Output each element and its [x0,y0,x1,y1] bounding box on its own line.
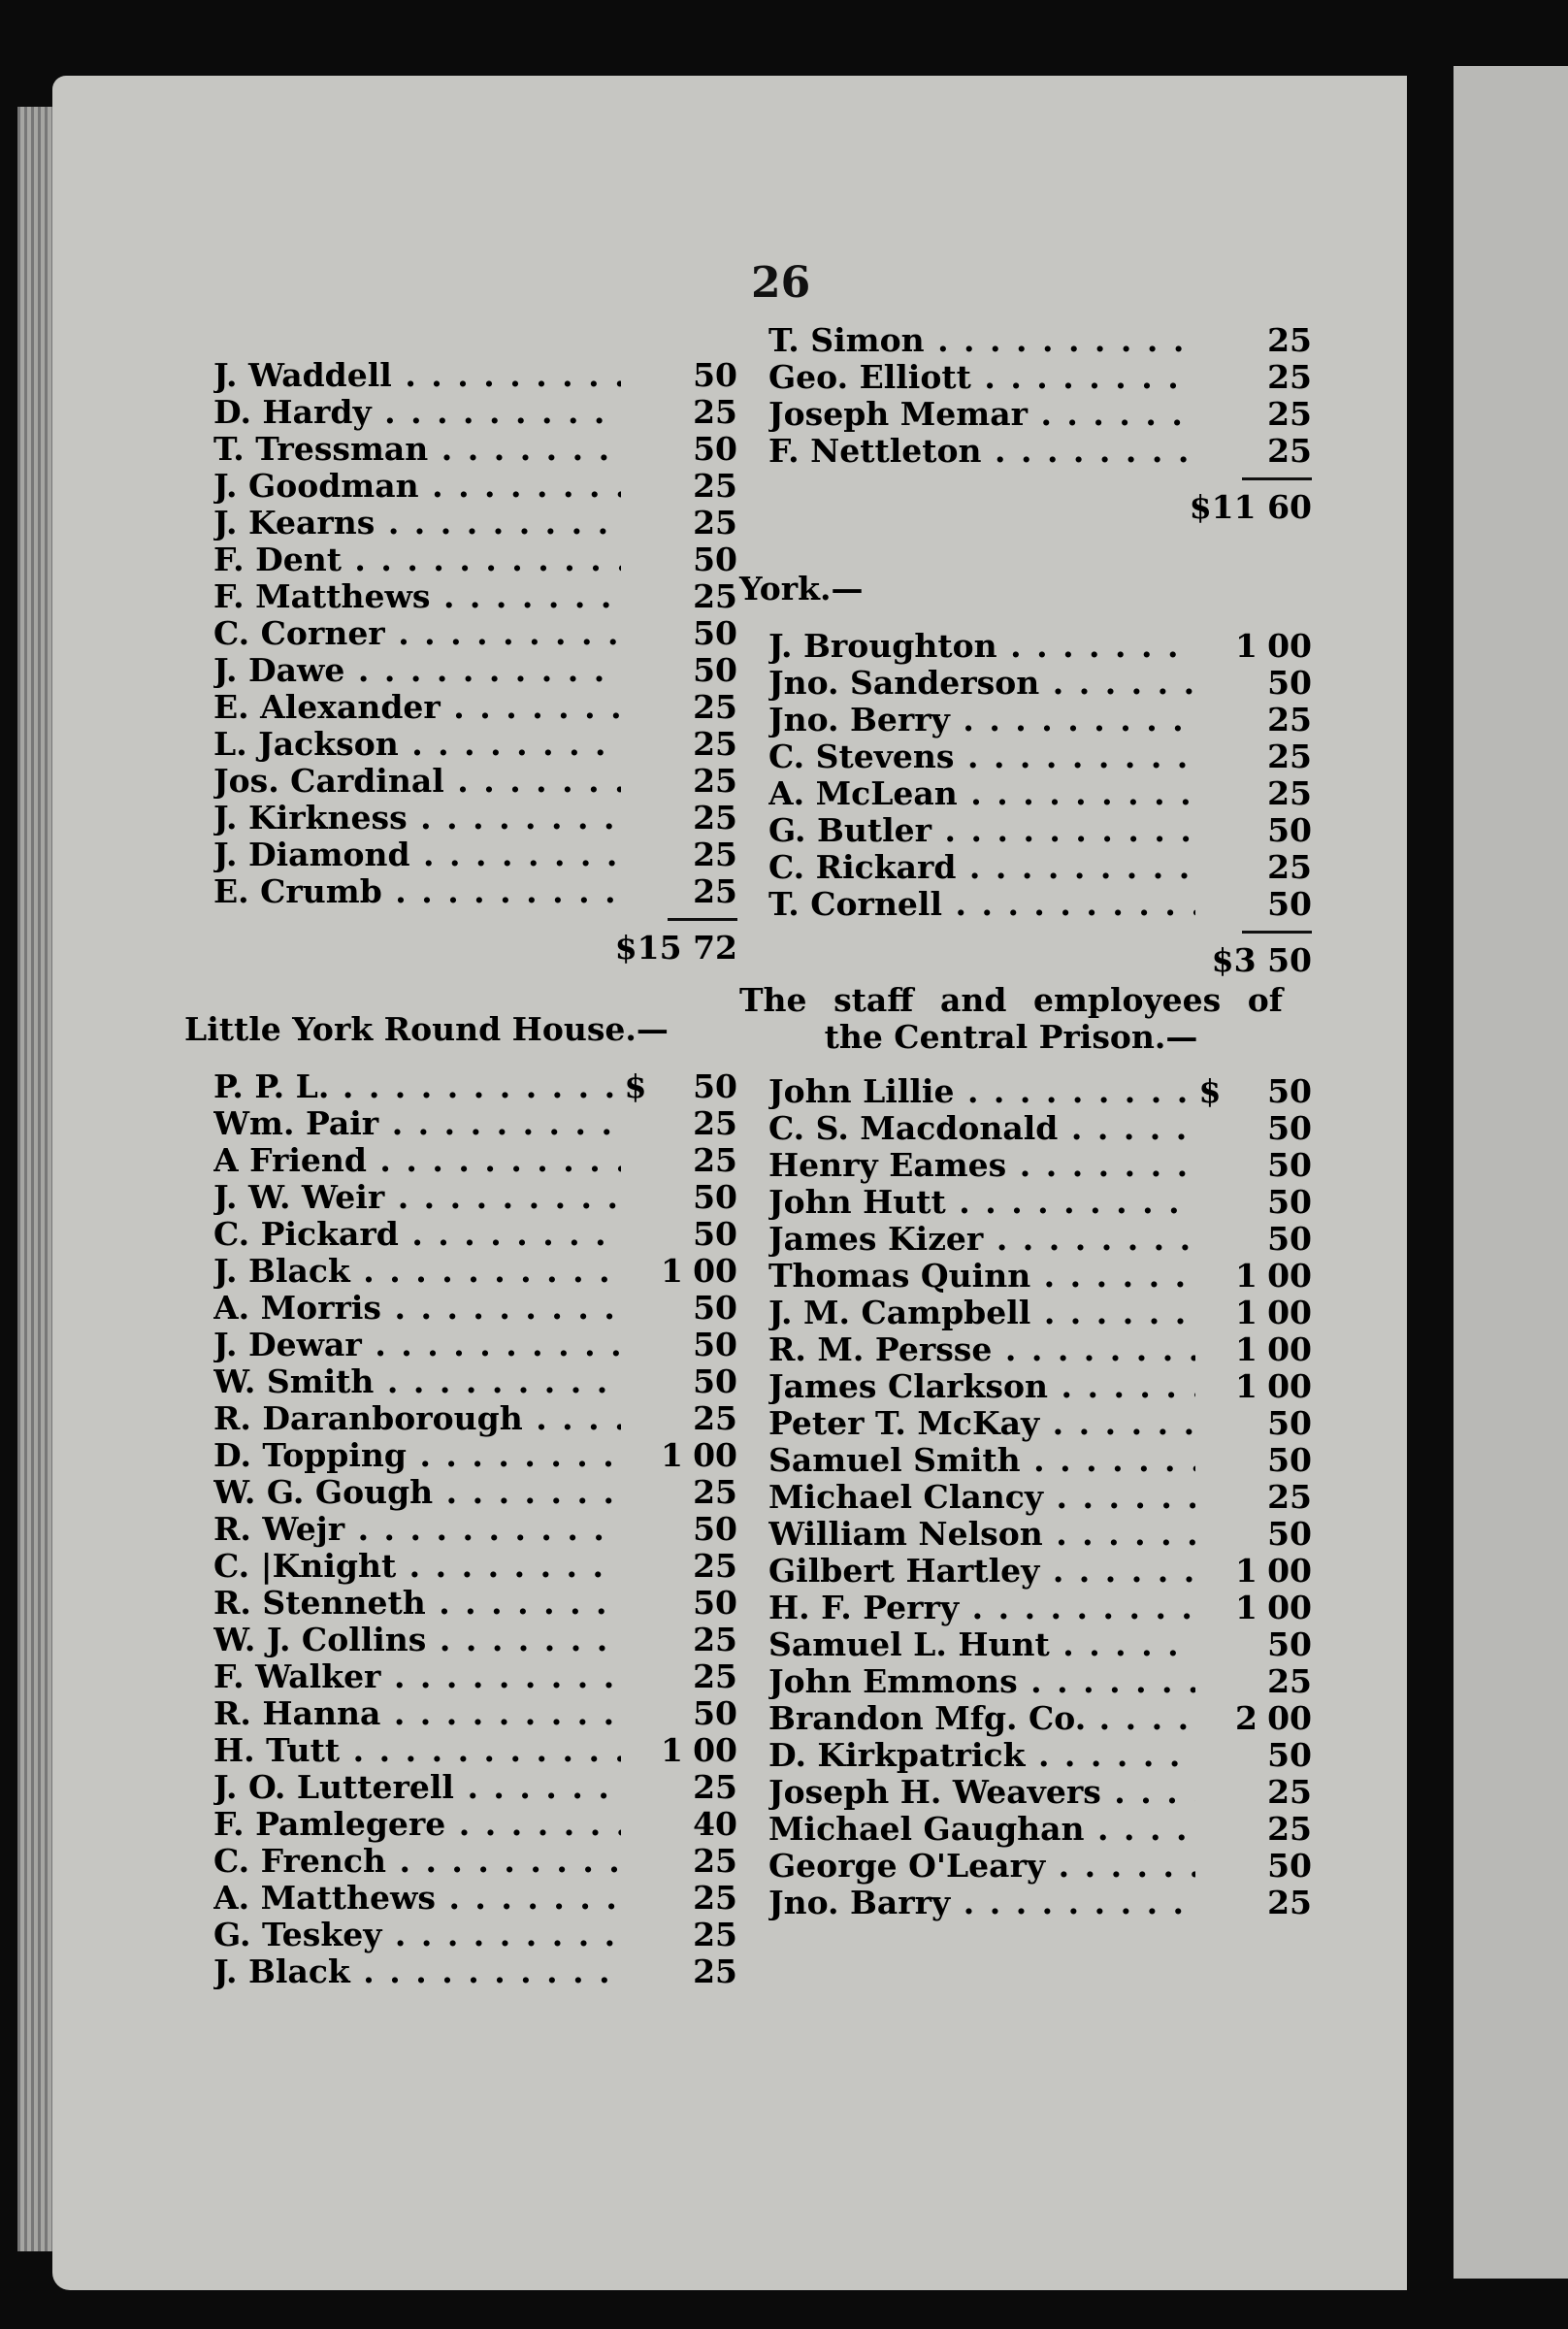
amount-cents: 25 [693,577,737,615]
subscriber-name: P. P. L. . . . [213,1068,621,1105]
section-heading-little-york: Little York Round House.— [184,1010,669,1048]
subscriber-row [213,1437,737,1474]
subscriber-name: J. Dawe . . . [213,652,621,689]
amount-cents: 50 [693,430,737,468]
subscriber-row [768,1405,1312,1442]
amount-cents: 50 [693,1067,737,1105]
subscriber-name: H. Tutt . . . [213,1732,621,1769]
subscriber-row [768,1663,1312,1700]
subscriber-name: C. Corner . . . [213,615,621,652]
amount-cents: 50 [1267,1625,1312,1663]
subscriber-name: John Lillie . . . [768,1073,1195,1110]
subscriber-row [213,1732,737,1769]
amount-cents: 50 [693,356,737,394]
amount-cents: 25 [693,1657,737,1695]
subscriber-row [768,775,1312,812]
subscriber-row [768,1479,1312,1516]
subscriber-name: J. O. Lutterell . . . [213,1769,621,1806]
amount-cents: 25 [1267,848,1312,886]
amount-dollars: 1 [1235,1294,1258,1331]
amount-cents: 00 [1267,1257,1312,1295]
subscriber-name: James Clarkson . . . [768,1368,1195,1405]
amount-cents: 25 [693,762,737,800]
subscriber-row [213,1548,737,1585]
left-first-total: $15 72 [614,929,737,967]
amount-cents: 50 [693,1215,737,1253]
subscriber-row [213,431,737,468]
amount-cents: 50 [693,1510,737,1548]
right-column [739,321,1312,1921]
subscriber-name: Jos. Cardinal . . . [213,763,621,800]
amount-cents: 25 [693,1399,737,1437]
total-rule [1242,477,1312,480]
subscriber-name: W. Smith . . . [213,1363,621,1400]
amount-cents: 25 [693,1621,737,1658]
page-number: 26 [751,258,811,308]
subscriber-row [213,1179,737,1216]
amount-dollars: 1 [661,1731,683,1769]
subscriber-row [213,800,737,836]
subscriber-row [213,578,737,615]
amount-cents: 25 [1267,1884,1312,1921]
subscriber-name: R. Stenneth . . . [213,1585,621,1622]
amount-cents: 25 [693,467,737,505]
amount-cents: 25 [693,1952,737,1990]
amount-cents: 50 [693,1362,737,1400]
subscriber-row [768,1700,1312,1737]
subscriber-name: C. S. Macdonald . . . [768,1110,1195,1147]
subscriber-row [213,689,737,726]
subscriber-row [213,652,737,689]
subscriber-row [768,1295,1312,1331]
subscriber-name: Geo. Elliott . . . [768,359,1195,396]
amount-cents: 25 [693,393,737,431]
total-rule [1242,931,1312,934]
subscriber-row [768,1774,1312,1811]
amount-cents: 25 [1267,1478,1312,1516]
subscriber-name: G. Teskey . . . [213,1917,621,1953]
amount-cents: 50 [1267,811,1312,849]
subscriber-row [768,628,1312,665]
subscriber-row [768,433,1312,470]
subscriber-row [213,1695,737,1732]
subscriber-name: John Emmons . . . [768,1663,1195,1700]
amount-cents: 25 [693,1104,737,1142]
subscriber-row [213,1880,737,1917]
subscriber-row [213,1290,737,1327]
subscriber-row [768,396,1312,433]
subscriber-row [213,1363,737,1400]
amount-cents: 50 [693,1178,737,1216]
subscriber-name: R. Wejr . . . [213,1511,621,1548]
subscriber-name: J. M. Campbell . . . [768,1295,1195,1331]
subscriber-name: Samuel L. Hunt . . . [768,1626,1195,1663]
subscriber-row [768,702,1312,738]
subscriber-row [213,1953,737,1990]
amount-dollars: 1 [1235,1589,1258,1626]
amount-cents: 25 [1267,395,1312,433]
subscriber-name: Michael Clancy . . . [768,1479,1195,1516]
subscriber-row [213,1068,737,1105]
amount-cents: 50 [1267,1183,1312,1221]
amount-cents: 00 [693,1731,737,1769]
subscriber-name: F. Walker . . . [213,1658,621,1695]
subscriber-row [768,886,1312,923]
amount-cents: 50 [693,1289,737,1327]
subscriber-row [213,394,737,431]
amount-cents: 00 [1267,627,1312,665]
subscriber-name: Gilbert Hartley . . . [768,1553,1195,1590]
subscriber-name: W. J. Collins . . . [213,1622,621,1658]
subscriber-name: T. Tressman . . . [213,431,621,468]
subscriber-name: R. M. Persse . . . [768,1331,1195,1368]
amount-cents: 25 [693,872,737,910]
subscriber-row [213,1622,737,1658]
subscriber-name: R. Daranborough . . . [213,1400,621,1437]
amount-cents: 25 [1267,1662,1312,1700]
subscriber-row [213,763,737,800]
amount-cents: 25 [693,1473,737,1511]
amount-dollars: 1 [1235,1552,1258,1590]
subscriber-row [213,357,737,394]
subscriber-name: D. Topping . . . [213,1437,621,1474]
subscriber-name: J. Waddell . . . [213,357,621,394]
subscriber-row [768,1885,1312,1921]
subscriber-name: T. Simon . . . [768,322,1195,359]
amount-cents: 50 [693,651,737,689]
amount-cents: 50 [1267,1736,1312,1774]
subscriber-row [768,1848,1312,1885]
subscriber-row [213,1585,737,1622]
amount-cents: 50 [1267,1072,1312,1110]
subscriber-name: A Friend . . . [213,1142,621,1179]
subscriber-name: E. Crumb . . . [213,873,621,910]
left-column [184,356,737,1990]
amount-cents: 00 [1267,1367,1312,1405]
amount-cents: 50 [693,1584,737,1622]
amount-cents: 25 [693,1842,737,1880]
subscriber-name: Jno. Barry . . . [768,1885,1195,1921]
subscriber-row [213,1843,737,1880]
amount-cents: 25 [1267,1773,1312,1811]
subscriber-name: C. Stevens . . . [768,738,1195,775]
amount-cents: 50 [1267,664,1312,702]
york-list [768,628,1312,923]
amount-cents: 25 [693,1141,737,1179]
subscriber-name: J. Goodman . . . [213,468,621,505]
subscriber-name: C. |Knight . . . [213,1548,621,1585]
adjacent-page-strip [1454,66,1568,2279]
subscriber-row [768,1073,1312,1110]
amount-cents: 25 [693,1916,737,1953]
subscriber-row [213,615,737,652]
subscriber-row [768,738,1312,775]
subscriber-name: Michael Gaughan . . . [768,1811,1195,1848]
subscriber-row [213,1474,737,1511]
subscriber-name: Wm. Pair . . . [213,1105,621,1142]
amount-cents: 25 [1267,321,1312,359]
amount-cents: 50 [1267,1515,1312,1553]
subscriber-name: Henry Eames . . . [768,1147,1195,1184]
amount-cents: 25 [1267,701,1312,738]
subscriber-name: C. Rickard . . . [768,849,1195,886]
amount-cents: 50 [1267,1441,1312,1479]
right-first-list [768,322,1312,470]
subscriber-name: H. F. Perry . . . [768,1590,1195,1626]
amount-cents: 00 [1267,1552,1312,1590]
currency-sign: $ [1198,1072,1222,1110]
subscriber-name: J. Kirkness . . . [213,800,621,836]
amount-cents: 50 [1267,1146,1312,1184]
subscriber-name: A. Matthews . . . [213,1880,621,1917]
amount-dollars: 1 [1235,1330,1258,1368]
subscriber-row [213,1511,737,1548]
subscriber-name: Joseph H. Weavers . . . [768,1774,1195,1811]
amount-cents: 25 [693,504,737,541]
subscriber-name: A. Morris . . . [213,1290,621,1327]
amount-cents: 00 [1267,1589,1312,1626]
subscriber-name: R. Hanna . . . [213,1695,621,1732]
subscriber-name: F. Matthews . . . [213,578,621,615]
section-heading-central-prison: The staff and employees of the Central Prison.— [739,981,1283,1056]
subscriber-row [213,1142,737,1179]
amount-cents: 50 [1267,1109,1312,1147]
subscriber-name: G. Butler . . . [768,812,1195,849]
subscriber-row [768,1626,1312,1663]
amount-cents: 50 [693,1694,737,1732]
subscriber-name: J. Dewar . . . [213,1327,621,1363]
amount-dollars: 1 [1235,627,1258,665]
right-first-total: $11 60 [1189,488,1312,526]
amount-cents: 50 [693,541,737,578]
amount-cents: 25 [693,725,737,763]
amount-cents: 50 [1267,885,1312,923]
amount-cents: 25 [1267,1810,1312,1848]
amount-cents: 25 [693,799,737,836]
amount-dollars: 1 [661,1252,683,1290]
subscriber-name: J. Black . . . [213,1253,621,1290]
subscriber-name: E. Alexander . . . [213,689,621,726]
subscriber-name: Samuel Smith . . . [768,1442,1195,1479]
amount-cents: 25 [693,1547,737,1585]
subscriber-row [768,1110,1312,1147]
subscriber-row [768,1442,1312,1479]
total-rule [668,918,737,921]
subscriber-row [213,541,737,578]
subscriber-name: W. G. Gough . . . [213,1474,621,1511]
subscriber-row [768,1147,1312,1184]
subscriber-name: C. French . . . [213,1843,621,1880]
subscriber-row [213,1253,737,1290]
subscriber-row [768,1737,1312,1774]
subscriber-row [768,1331,1312,1368]
subscriber-row [768,849,1312,886]
section-heading-york: York.— [739,570,864,607]
amount-cents: 00 [1267,1330,1312,1368]
amount-dollars: 1 [1235,1367,1258,1405]
amount-cents: 25 [693,1879,737,1917]
subscriber-name: L. Jackson . . . [213,726,621,763]
amount-cents: 25 [1267,738,1312,775]
subscriber-row [768,1590,1312,1626]
left-first-list [213,357,737,910]
subscriber-row [768,322,1312,359]
subscriber-row [213,1105,737,1142]
subscriber-name: A. McLean . . . [768,775,1195,812]
subscriber-row [768,1368,1312,1405]
subscriber-row [213,726,737,763]
subscriber-row [213,1917,737,1953]
subscriber-row [213,1216,737,1253]
subscriber-row [213,468,737,505]
subscriber-row [768,1258,1312,1295]
subscriber-row [768,359,1312,396]
amount-cents: 50 [693,1326,737,1363]
subscriber-name: Jno. Berry . . . [768,702,1195,738]
central-prison-list [768,1073,1312,1921]
subscriber-row [213,1806,737,1843]
amount-cents: 25 [1267,358,1312,396]
subscriber-name: J. W. Weir . . . [213,1179,621,1216]
amount-dollars: 1 [1235,1257,1258,1295]
subscriber-name: James Kizer . . . [768,1221,1195,1258]
little-york-list [213,1068,737,1990]
subscriber-row [213,1327,737,1363]
subscriber-row [768,812,1312,849]
subscriber-name: Jno. Sanderson . . . [768,665,1195,702]
subscriber-row [768,665,1312,702]
amount-cents: 50 [1267,1404,1312,1442]
amount-cents: 25 [1267,432,1312,470]
subscriber-name: William Nelson . . . [768,1516,1195,1553]
subscriber-row [213,1400,737,1437]
subscriber-name: F. Nettleton . . . [768,433,1195,470]
amount-cents: 40 [693,1805,737,1843]
subscriber-name: T. Cornell . . . [768,886,1195,923]
subscriber-name: George O'Leary . . . [768,1848,1195,1885]
amount-cents: 50 [1267,1847,1312,1885]
subscriber-name: Thomas Quinn . . . [768,1258,1195,1295]
subscriber-name: D. Hardy . . . [213,394,621,431]
subscriber-name: Peter T. McKay . . . [768,1405,1195,1442]
subscriber-row [768,1184,1312,1221]
amount-cents: 25 [693,836,737,873]
amount-cents: 00 [693,1252,737,1290]
subscriber-name: D. Kirkpatrick . . . [768,1737,1195,1774]
amount-cents: 00 [1267,1294,1312,1331]
subscriber-row [768,1221,1312,1258]
subscriber-row [768,1516,1312,1553]
currency-sign: $ [624,1067,647,1105]
subscriber-name: F. Pamlegere . . . [213,1806,621,1843]
subscriber-row [213,505,737,541]
subscriber-name: John Hutt . . . [768,1184,1195,1221]
amount-cents: 25 [693,1768,737,1806]
subscriber-row [213,1658,737,1695]
subscriber-name: J. Broughton . . . [768,628,1195,665]
subscriber-row [768,1553,1312,1590]
subscriber-name: F. Dent . . . [213,541,621,578]
subscriber-name: J. Kearns . . . [213,505,621,541]
subscriber-name: C. Pickard . . . [213,1216,621,1253]
amount-cents: 50 [1267,1220,1312,1258]
york-total: $3 50 [1211,941,1312,979]
amount-dollars: 1 [661,1436,683,1474]
amount-dollars: 2 [1235,1699,1258,1737]
subscriber-name: J. Black . . . [213,1953,621,1990]
subscriber-name: J. Diamond . . . [213,836,621,873]
subscriber-row [213,873,737,910]
subscriber-row [213,1769,737,1806]
subscriber-name: Joseph Memar . . . [768,396,1195,433]
amount-cents: 50 [693,614,737,652]
amount-cents: 00 [693,1436,737,1474]
subscriber-row [213,836,737,873]
subscriber-row [768,1811,1312,1848]
amount-cents: 25 [693,688,737,726]
amount-cents: 00 [1267,1699,1312,1737]
subscriber-name: Brandon Mfg. Co. . . . [768,1700,1195,1737]
amount-cents: 25 [1267,774,1312,812]
